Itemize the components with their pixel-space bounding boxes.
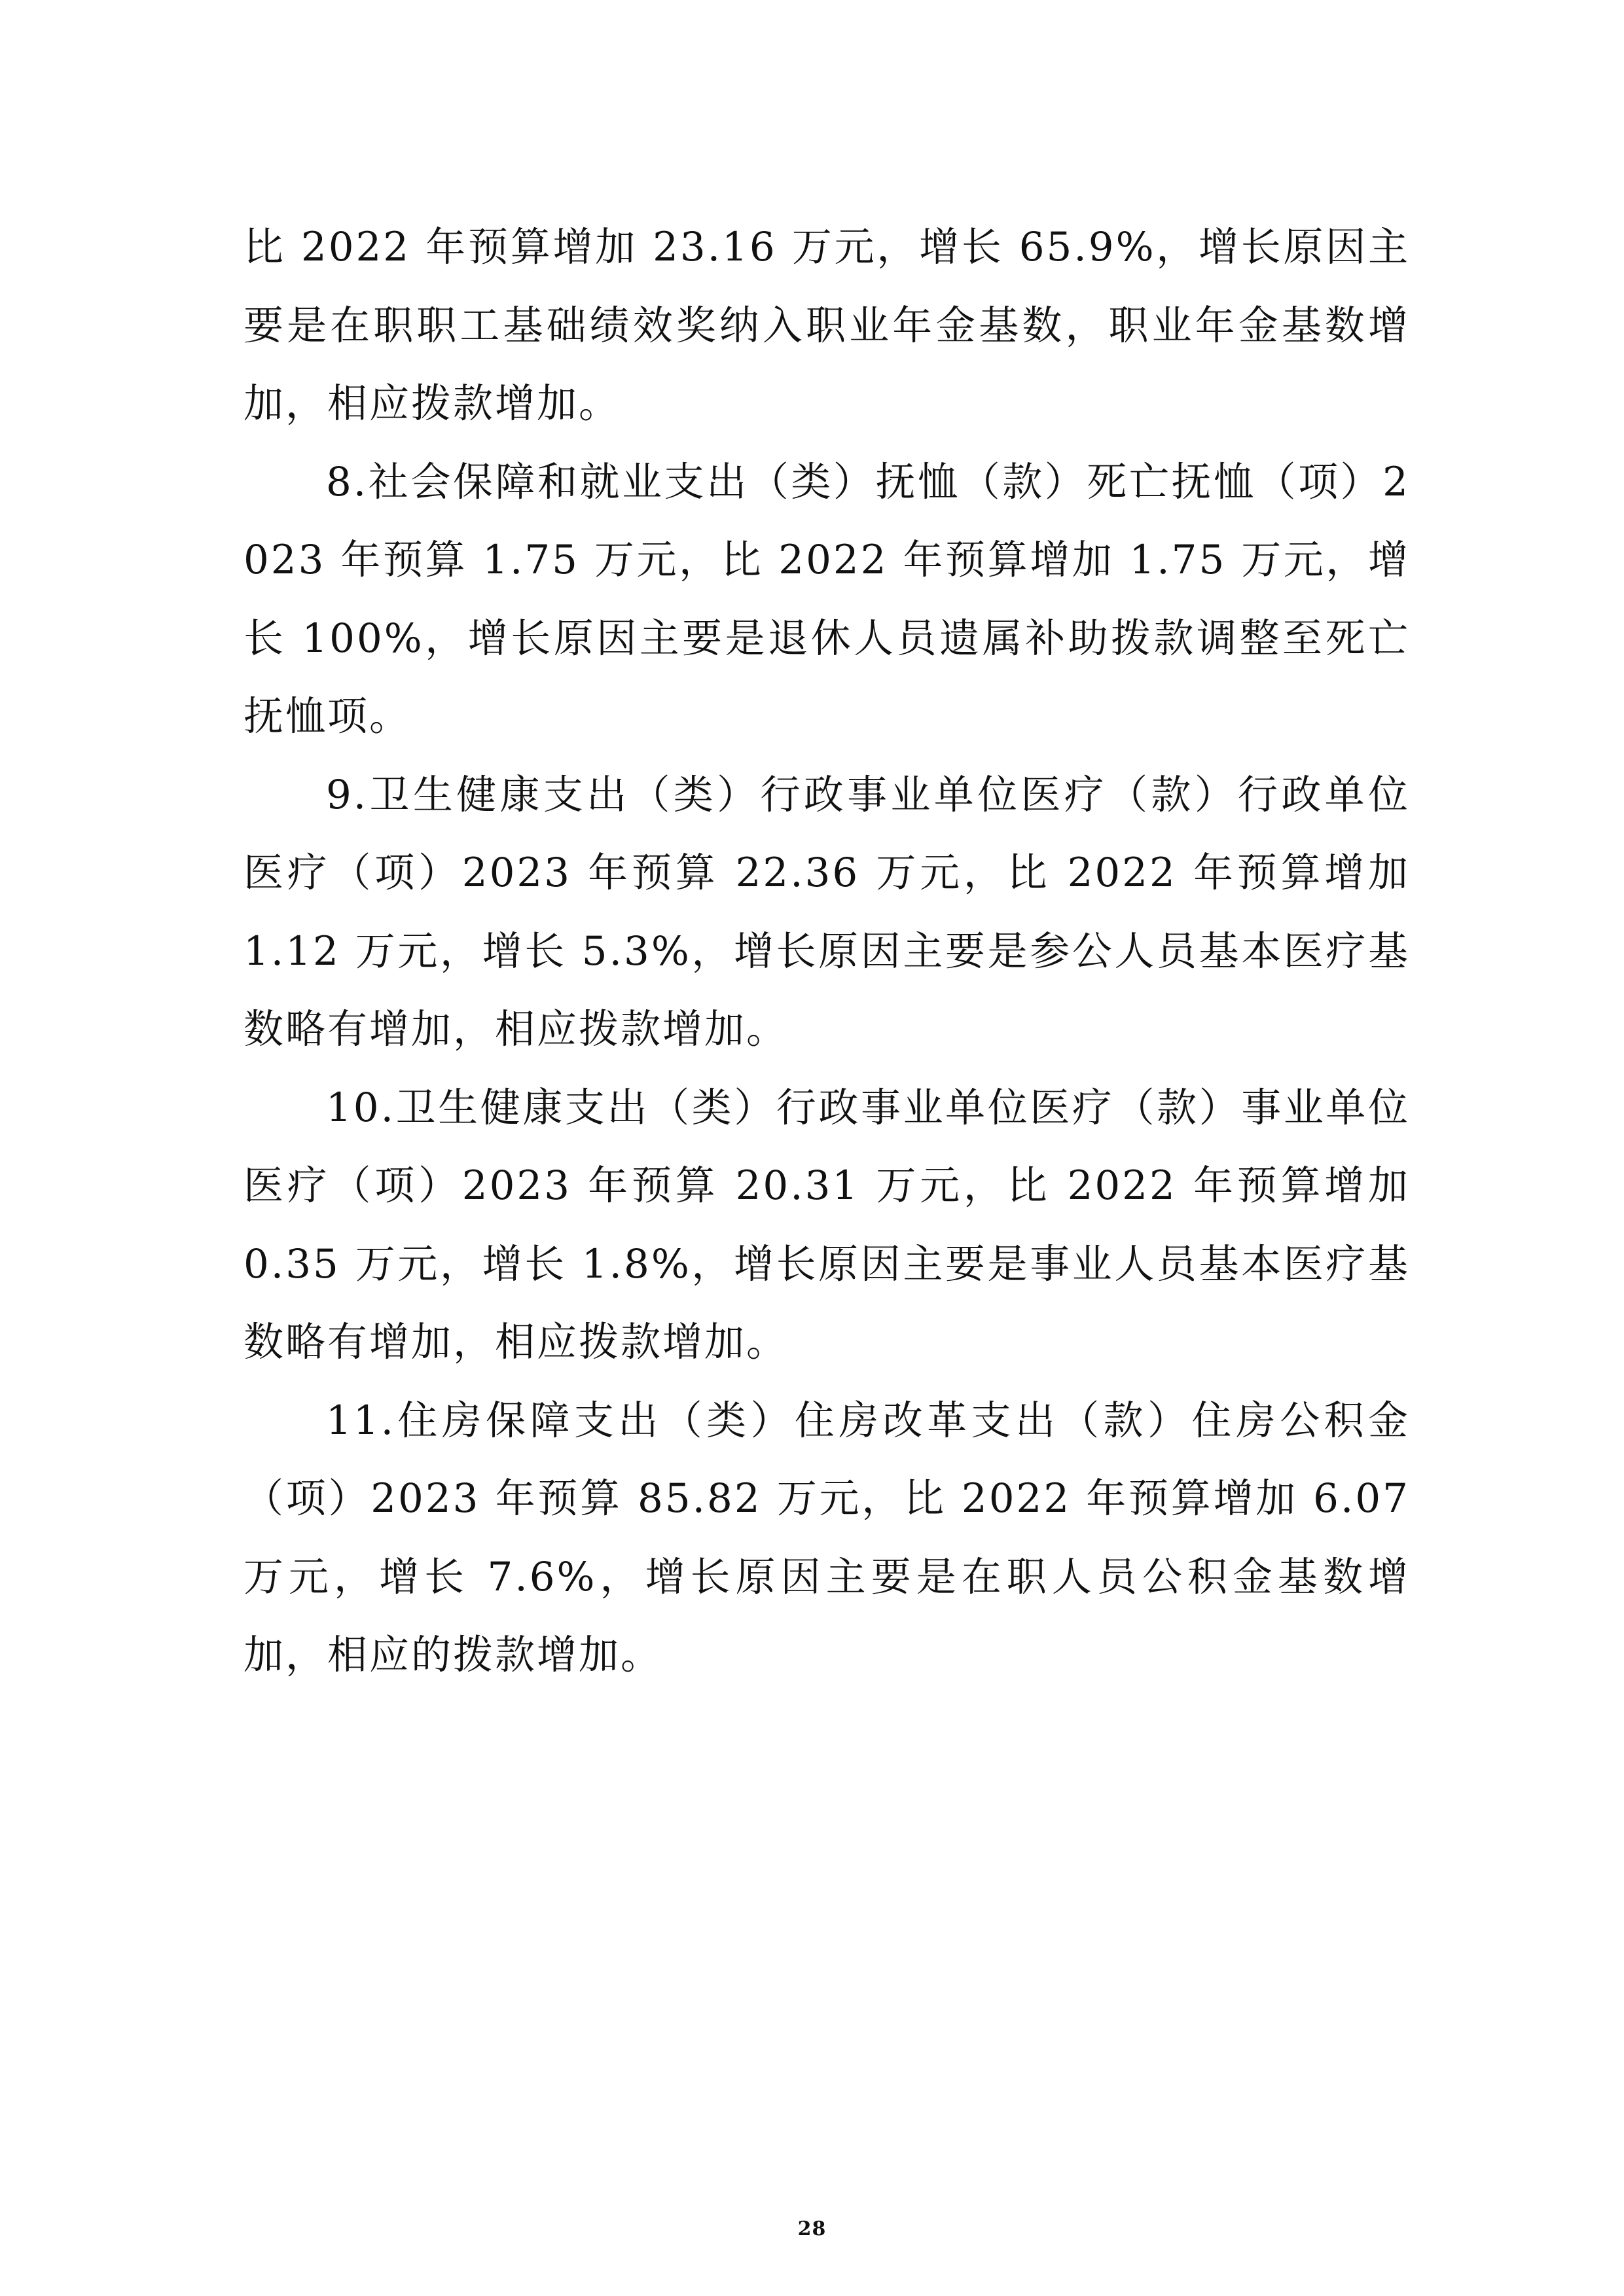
paragraph-item-8: 8.社会保障和就业支出（类）抚恤（款）死亡抚恤（项）2023 年预算 1.75 万元，比 2022 年预算增加 1.75 万元，增长 100%，增长原因主要是退休人员遗属补助拨款调整至死亡抚恤项。 [244,458,1410,740]
paragraph-continuation: 比 2022 年预算增加 23.16 万元，增长 65.9%，增长原因主要是在职职工基础绩效奖纳入职业年金基数，职业年金基数增加，相应拨款增加。 [244,224,1410,427]
page-number: 28 [797,2217,827,2240]
document-body [244,208,1410,1695]
paragraph-item-10: 10.卫生健康支出（类）行政事业单位医疗（款）事业单位医疗（项）2023 年预算 20.31 万元，比 2022 年预算增加 0.35 万元，增长 1.8%，增长原因主要是事业人员基本医疗基数略有增加，相应拨款增加。 [244,1084,1410,1365]
paragraph-item-9: 9.卫生健康支出（类）行政事业单位医疗（款）行政单位医疗（项）2023 年预算 22.36 万元，比 2022 年预算增加 1.12 万元，增长 5.3%，增长原因主要是参公人员基本医疗基数略有增加，相应拨款增加。 [244,771,1410,1052]
paragraph-item-11: 11.住房保障支出（类）住房改革支出（款）住房公积金（项）2023 年预算 85.82 万元，比 2022 年预算增加 6.07 万元，增长 7.6%，增长原因主要是在职人员公积金基数增加，相应的拨款增加。 [244,1397,1410,1678]
